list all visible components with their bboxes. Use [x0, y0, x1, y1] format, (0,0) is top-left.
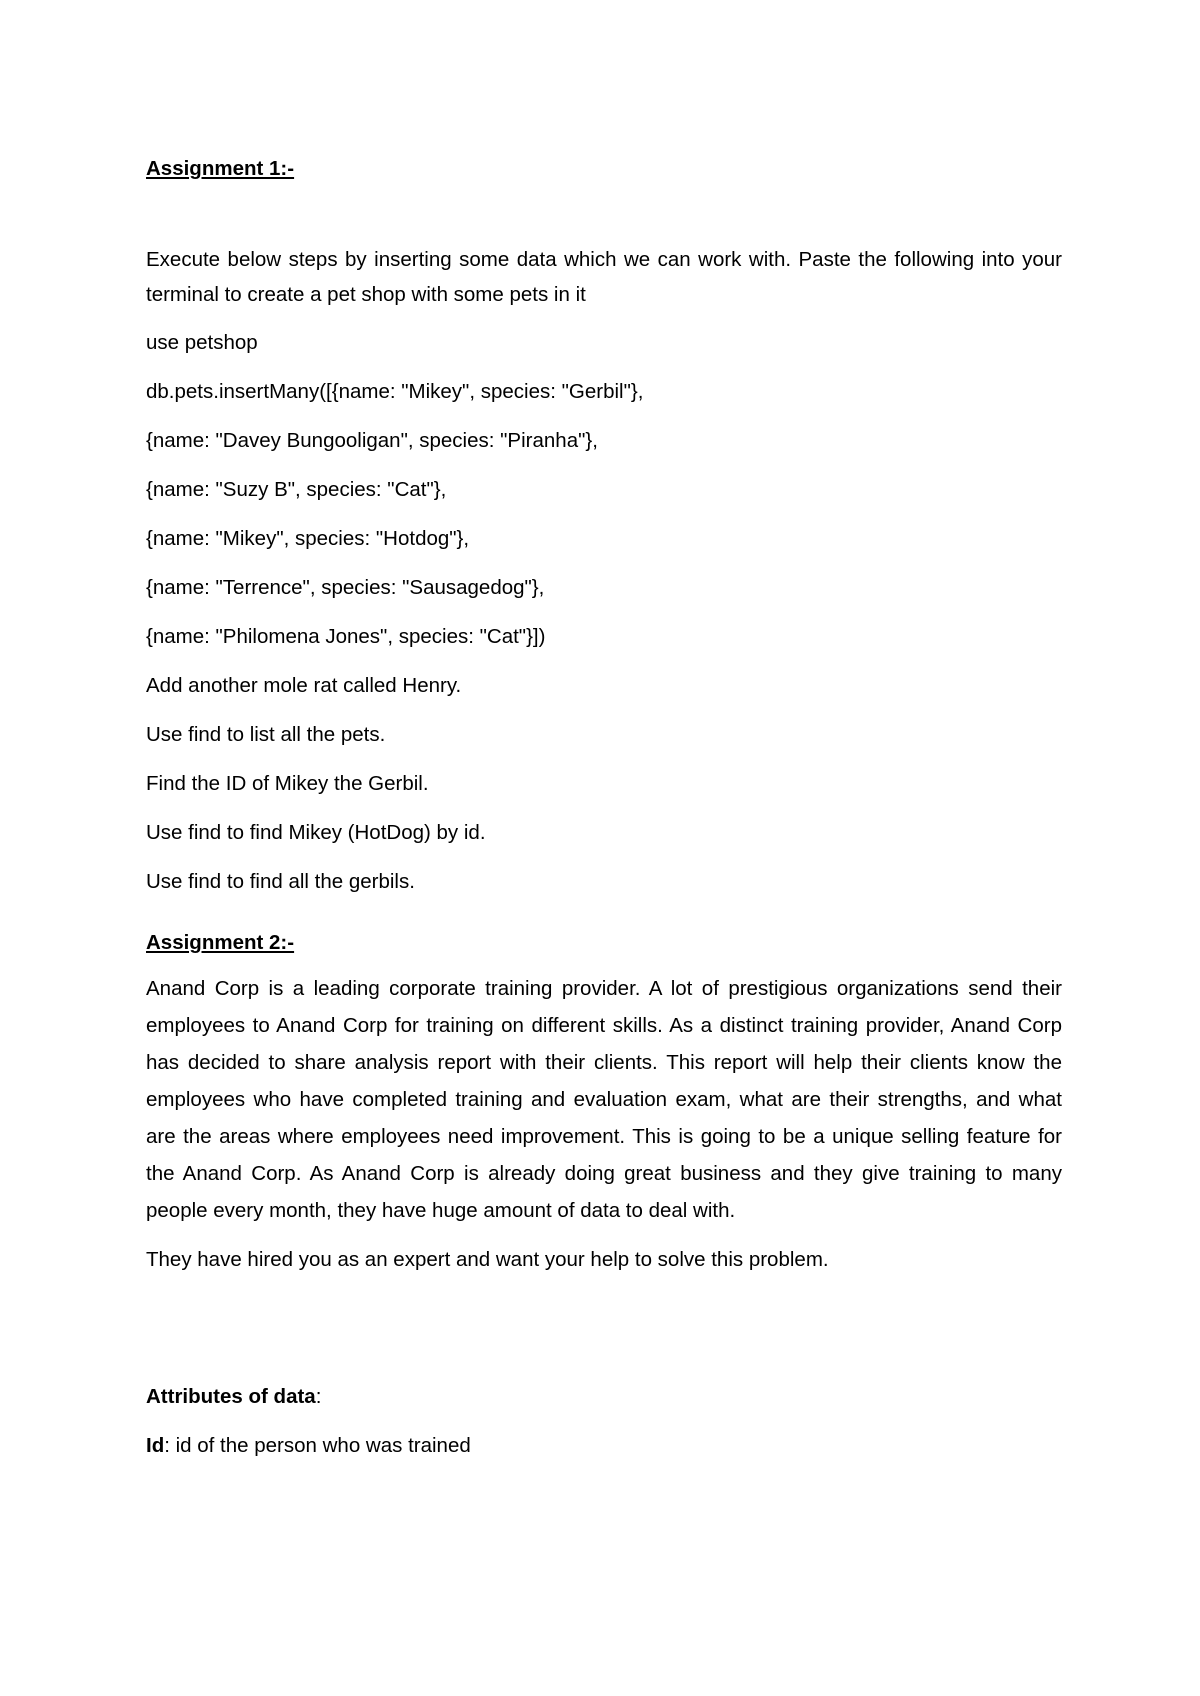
attribute-description: id of the person who was trained: [169, 1434, 471, 1457]
assignment-2-paragraph: Anand Corp is a leading corporate training provider. A lot of prestigious organizations send their employees to Anand Corp for training on different skills. As a distinct training provider, Anand Corp has decided to share analysis report with their clients. This report will help their clients know the employees who have completed training and evaluation exam, what are their strengths, and what are the areas where employees need improvement. This is going to be a unique selling feature for the Anand Corp. As Anand Corp is already doing great business and they give training to many people every month, they have huge amount of data to deal with.: [146, 977, 1062, 1222]
code-block: [146, 324, 1062, 655]
attributes-heading-text: Attributes of data: [146, 1385, 316, 1408]
attribute-label: Id: [146, 1434, 165, 1457]
task-item: Use find to find all the gerbils.: [146, 870, 415, 893]
task-item: Use find to list all the pets.: [146, 723, 386, 746]
code-line: {name: "Philomena Jones", species: "Cat"}]): [146, 625, 546, 648]
attribute-colon: :: [164, 1434, 170, 1457]
code-line: use petshop: [146, 331, 258, 354]
attribute-item: [146, 1427, 1062, 1464]
task-list: [146, 667, 1062, 900]
task-item: Use find to find Mikey (HotDog) by id.: [146, 821, 486, 844]
code-line: {name: "Davey Bungooligan", species: "Piranha"},: [146, 429, 598, 452]
task-item: Find the ID of Mikey the Gerbil.: [146, 772, 429, 795]
code-line: {name: "Suzy B", species: "Cat"},: [146, 478, 447, 501]
assignment-2-paragraph-2: They have hired you as an expert and want your help to solve this problem.: [146, 1248, 829, 1271]
attributes-heading: [146, 1378, 1062, 1415]
assignment-2-heading: Assignment 2:-: [146, 931, 295, 954]
document-content: [146, 150, 1062, 1476]
task-item: Add another mole rat called Henry.: [146, 674, 462, 697]
code-line: db.pets.insertMany([{name: "Mikey", species: "Gerbil"},: [146, 380, 644, 403]
code-line: {name: "Mikey", species: "Hotdog"},: [146, 527, 470, 550]
attributes-heading-colon: :: [315, 1385, 322, 1408]
assignment-1-heading: Assignment 1:-: [146, 157, 295, 180]
code-line: {name: "Terrence", species: "Sausagedog"},: [146, 576, 545, 599]
assignment-1-intro: Execute below steps by inserting some data which we can work with. Paste the following into your terminal to create a pet shop with some pets in it: [146, 248, 1062, 306]
